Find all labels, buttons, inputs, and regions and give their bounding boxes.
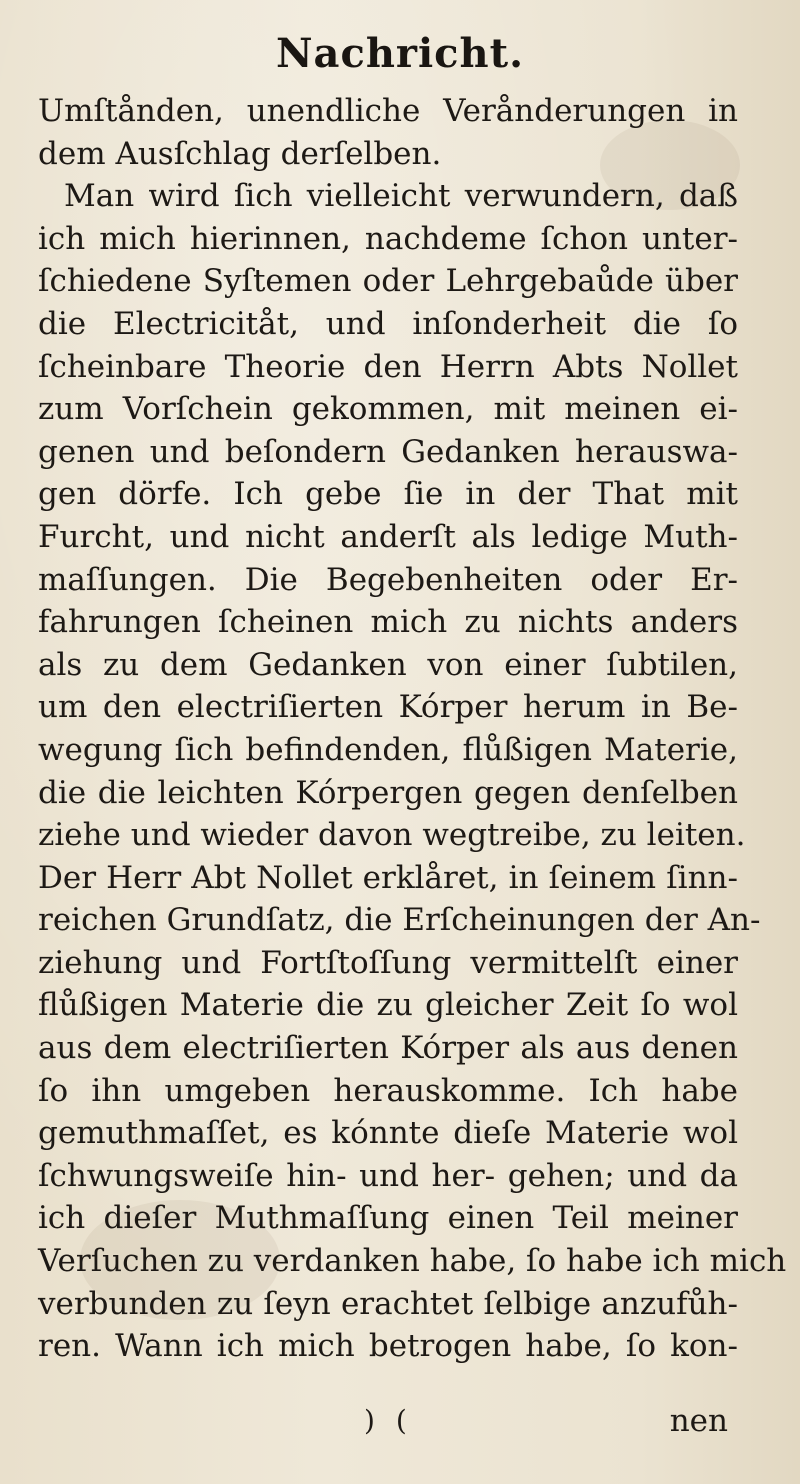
- catchword: nen: [669, 1403, 728, 1439]
- text-line: Umſtånden, unendliche Verånderungen in: [38, 93, 738, 129]
- text-line: Furcht, und nicht anderſt als ledige Muth-: [38, 518, 738, 555]
- text-line: Verſuchen zu verdanken habe, ſo habe ich mich: [38, 1243, 787, 1280]
- text-line: gemuthmaſſet, es kónnte dieſe Materie wol: [38, 1115, 738, 1152]
- text-line: ſchiedene Syſtemen oder Lehrgebaůde über: [38, 263, 738, 300]
- text-line: flůßigen Materie die zu gleicher Zeit ſo wol: [38, 987, 738, 1024]
- text-line: genen und beſondern Gedanken herauswa-: [38, 433, 738, 470]
- text-line: Man wird ſich vielleicht verwundern, daß: [64, 178, 738, 215]
- text-line: ziehung und Fortſtoſſung vermittelſt einer: [38, 944, 738, 981]
- text-line: reichen Grundſatz, die Erſcheinungen der An-: [38, 902, 761, 939]
- text-line: wegung ſich befindenden, flůßigen Materie,: [38, 731, 738, 768]
- text-line: ich mich hierinnen, nachdeme ſchon unter-: [38, 220, 738, 257]
- text-line: um den electriſierten Kórper herum in Be-: [38, 689, 738, 726]
- text-line: ſchwungsweiſe hin- und her- gehen; und da: [38, 1157, 738, 1194]
- text-line: Der Herr Abt Nollet erklåret, in ſeinem ſinn-: [38, 859, 738, 896]
- page-header-title: Nachricht.: [275, 30, 525, 77]
- body-text: [38, 90, 787, 1368]
- text-line: ſo ihn umgeben herauskomme. Ich habe: [38, 1072, 738, 1109]
- text-line: die Electricitåt, und inſonderheit die ſo: [38, 305, 738, 342]
- text-line: aus dem electriſierten Kórper als aus denen: [38, 1030, 738, 1067]
- text-line: ren. Wann ich mich betrogen habe, ſo kon-: [38, 1328, 738, 1365]
- text-line: maſſungen. Die Begebenheiten oder Er-: [38, 561, 738, 598]
- text-line: zum Vorſchein gekommen, mit meinen ei-: [38, 391, 738, 428]
- text-line: die die leichten Kórpergen gegen denſelben: [38, 774, 738, 811]
- page-footer: [38, 1400, 738, 1442]
- text-line: ſcheinbare Theorie den Herrn Abts Nollet: [38, 348, 738, 385]
- text-line: verbunden zu ſeyn erachtet ſelbige anzufůh-: [38, 1285, 738, 1322]
- text-line: fahrungen ſcheinen mich zu nichts anders: [38, 604, 738, 641]
- signature-mark: ) (: [364, 1404, 413, 1437]
- text-line: ziehe und wieder davon wegtreibe, zu leiten.: [38, 817, 746, 854]
- text-line: gen dörfe. Ich gebe ſie in der That mit: [38, 476, 738, 513]
- text-line: dem Ausſchlag derſelben.: [38, 135, 442, 172]
- text-line: ich dieſer Muthmaſſung einen Teil meiner: [38, 1200, 738, 1237]
- text-line: als zu dem Gedanken von einer ſubtilen,: [38, 646, 738, 683]
